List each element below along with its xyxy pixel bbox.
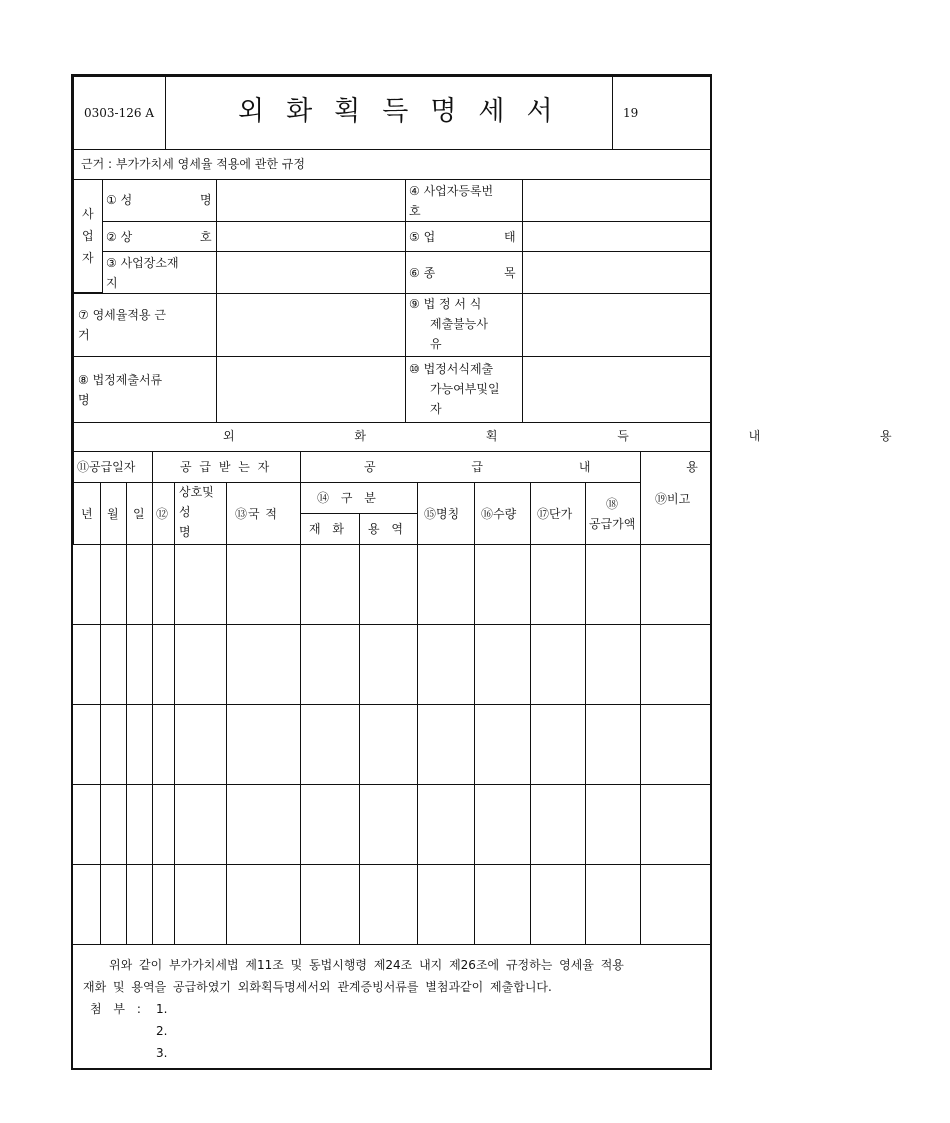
label-name: ① 성 명 [102,179,217,222]
label-zero-rate-basis: ⑦ 영세율적용 근 거 [73,293,217,357]
form-code-cell [73,76,166,150]
title-cell [165,76,613,150]
col-divider [417,544,418,944]
row-divider [73,704,712,705]
trade-name-value[interactable] [216,221,406,252]
submit-availability-value[interactable] [522,356,712,423]
label-trade-name: ② 상 호 [102,221,217,252]
attachment-2: 2. [156,1024,168,1038]
operator-char-2: 업 [82,229,94,243]
statement-block [73,944,712,1070]
biz-reg-no-value[interactable] [522,179,712,222]
attachment-3: 3. [156,1046,168,1060]
col-divider [530,544,531,944]
header-remarks: ⑲비고 [640,451,712,545]
row-divider [73,864,712,865]
col-divider [640,544,641,944]
operator-char-1: 사 [82,207,94,221]
label-legal-docs: ⑧ 법정제출서류 명 [73,356,217,423]
header-year: 년 [73,482,101,545]
statement-line-2: 재화 및 용역을 공급하였기 외화획득명세서외 관계증빙서류를 별첨과같이 제출합니다. [83,980,552,994]
attach-label: 첨 부 : [90,1002,145,1016]
form-code: 0303-126 A [84,106,154,120]
col-divider [226,544,227,944]
form-title: 외화획득명세서 [238,96,575,127]
col-divider [474,544,475,944]
data-rows [73,544,712,944]
header-quantity: ⑯수량 [474,482,531,545]
header-supply-value: ⑱ 공급가액 [585,482,641,545]
col-divider [152,544,153,944]
label-unable-reason: ⑨ 법 정 서 식 제출불능사 유 [405,293,523,357]
zero-rate-basis-value[interactable] [216,293,406,357]
statement-line-1: 위와 같이 부가가치세법 제11조 및 동법시행령 제24조 내지 제26조에 규정하는 영세율 적용 [109,958,624,972]
col-divider [300,544,301,944]
header-name: ⑮명칭 [417,482,475,545]
section-title-row [73,422,950,452]
attachment-1: 1. [156,1002,168,1016]
year-cell [612,76,712,150]
header-unit-price: ⑰단가 [530,482,586,545]
label-business-type: ⑤ 업 태 [405,221,523,252]
basis-text: 근거 : 부가가치세 영세율 적용에 관한 규정 [81,157,305,171]
header-supply-content: 공 급 내 용 [300,451,641,483]
address-value[interactable] [216,251,406,294]
year-prefix: 19 [623,106,639,120]
header-category: ⑭ 구 분 [300,482,418,514]
item-value[interactable] [522,251,712,294]
name-value[interactable] [216,179,406,222]
col-divider [126,544,127,944]
operator-label-cell [73,179,103,293]
col-divider [359,544,360,944]
col-divider [585,544,586,944]
label-address: ③ 사업장소재 지 [102,251,217,294]
row-divider [73,624,712,625]
business-type-value[interactable] [522,221,712,252]
legal-docs-value[interactable] [216,356,406,423]
foreign-exchange-form [71,74,950,1070]
section-title: 외 화 획 득 내 용 [223,429,950,443]
header-trade-name: 상호및 성 명 [174,482,227,545]
header-supply-date: ⑪공급일자 [73,451,153,483]
label-submit-availability: ⑩ 법정서식제출 가능여부및일 자 [405,356,523,423]
row-divider [73,784,712,785]
header-goods: 재 화 [300,513,360,545]
col-divider [174,544,175,944]
header-day: 일 [126,482,153,545]
label-biz-reg-no: ④ 사업자등록번 호 [405,179,523,222]
header-nationality: ⑬국 적 [226,482,301,545]
header-service: 용 역 [359,513,418,545]
col-divider [100,544,101,944]
unable-reason-value[interactable] [522,293,712,357]
header-month: 월 [100,482,127,545]
operator-char-3: 자 [82,251,94,265]
label-item: ⑥ 종 목 [405,251,523,294]
header-recipient: 공 급 받 는 자 [152,451,301,483]
header-seq: ⑫ [152,482,175,545]
basis-row [73,149,712,180]
